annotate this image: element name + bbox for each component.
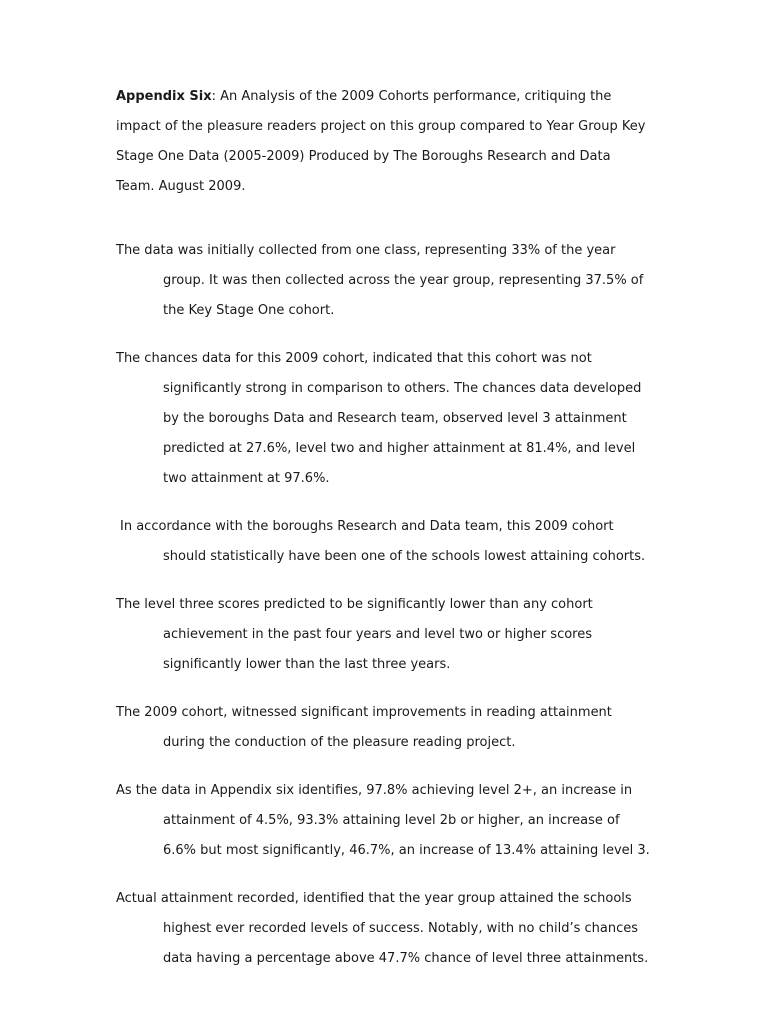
paragraph-line: two attainment at 97.6%.: [163, 471, 330, 486]
heading-line: : An Analysis of the 2009 Cohorts performance, critiquing the: [211, 89, 612, 104]
paragraph-line: attainment of 4.5%, 93.3% attaining level 2b or higher, an increase of: [163, 813, 620, 828]
paragraph-data-collection: [116, 236, 656, 326]
paragraph-level-three: [116, 590, 656, 680]
paragraph-line: The chances data for this 2009 cohort, indicated that this cohort was not: [116, 351, 592, 366]
paragraph-line: The level three scores predicted to be significantly lower than any cohort: [116, 597, 593, 612]
heading-line: Stage One Data (2005-2009) Produced by The Boroughs Research and Data: [116, 149, 611, 164]
paragraph-appendix-data: [116, 776, 656, 866]
paragraph-line: significantly lower than the last three years.: [163, 657, 451, 672]
paragraph-improvements: [116, 698, 656, 758]
paragraph-line: the Key Stage One cohort.: [163, 303, 335, 318]
paragraph-line: data having a percentage above 47.7% chance of level three attainments.: [163, 951, 649, 966]
heading-line: impact of the pleasure readers project on this group compared to Year Group Key: [116, 119, 646, 134]
paragraph-line: 6.6% but most significantly, 46.7%, an increase of 13.4% attaining level 3.: [163, 843, 650, 858]
document-page: [116, 82, 656, 974]
paragraph-line: by the boroughs Data and Research team, observed level 3 attainment: [163, 411, 627, 426]
paragraph-chances-data: [116, 344, 656, 494]
paragraph-line: highest ever recorded levels of success. Notably, with no child’s chances: [163, 921, 639, 936]
paragraph-actual-attainment: [116, 884, 656, 974]
paragraph-line: Actual attainment recorded, identified that the year group attained the schools: [116, 891, 632, 906]
appendix-heading: [116, 82, 656, 202]
paragraph-line: As the data in Appendix six identifies, 97.8% achieving level 2+, an increase in: [116, 783, 633, 798]
paragraph-line: group. It was then collected across the year group, representing 37.5% of: [163, 273, 644, 288]
paragraph-line: should statistically have been one of the schools lowest attaining cohorts.: [163, 549, 646, 564]
paragraph-line: achievement in the past four years and level two or higher scores: [163, 627, 593, 642]
appendix-title: Appendix Six: [116, 89, 212, 104]
paragraph-accordance: [116, 512, 656, 572]
paragraph-line: significantly strong in comparison to others. The chances data developed: [163, 381, 642, 396]
heading-line: Team. August 2009.: [116, 179, 246, 194]
paragraph-line: In accordance with the boroughs Research and Data team, this 2009 cohort: [120, 519, 614, 534]
paragraph-line: predicted at 27.6%, level two and higher attainment at 81.4%, and level: [163, 441, 636, 456]
paragraph-line: The data was initially collected from one class, representing 33% of the year: [116, 243, 616, 258]
paragraph-line: The 2009 cohort, witnessed significant improvements in reading attainment: [116, 705, 612, 720]
paragraph-line: during the conduction of the pleasure reading project.: [163, 735, 516, 750]
